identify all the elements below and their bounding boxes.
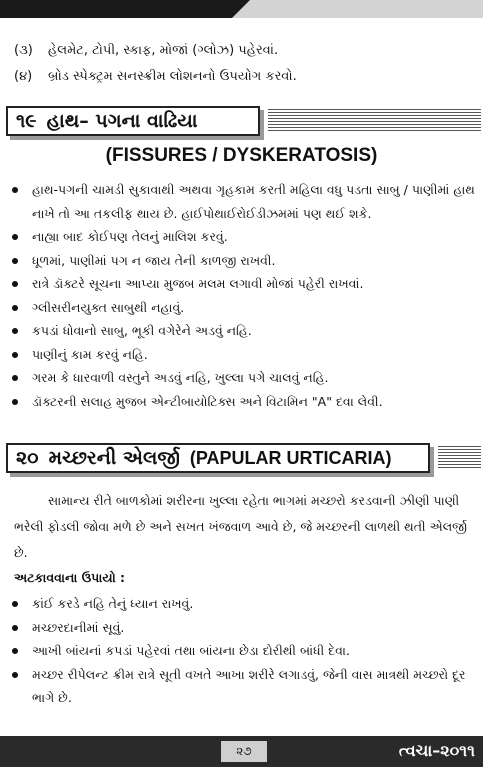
bullet-text: કપડાં ધોવાનો સાબુ, ભૂકી વગેરેને અડવું નહિ. [32,323,252,338]
bullet-text: હાથ-પગની ચામડી સુકાવાથી અથવા ગૃહકામ કરતી મહિલા વધુ પડતા સાબુ / પાણીમાં હાથ નાખે તો આ તકલીફ થાય છે. હાઈપોથાઈરોઈડીઝમમાં પણ થઈ શકે. [32,182,475,221]
list-item [10,319,480,343]
bullet-text: રાત્રે ડૉક્ટરે સૂચના આપ્યા મુજબ મલમ લગાવી મોજાં પહેરી રાખવાં. [32,276,364,291]
bullet-text: નાહ્યા બાદ કોઈપણ તેલનું માલિશ કરવું. [32,229,228,244]
bullet-text: ગ્લીસરીનયુક્ત સાબુથી નહાવું. [32,299,185,315]
list-item [14,41,278,61]
bullet-dot [12,187,18,193]
item-number: (૩) [14,43,33,58]
list-item [10,663,480,710]
section-20-label-box [6,443,430,473]
bullet-text: કાંઈ કરડે નહિ તેનું ધ્યાન રાખવું. [32,596,194,611]
header-strip-light [232,0,483,18]
bullet-text: ડૉક્ટરની સલાહ મુજબ એન્ટીબાયોટિક્સ અને વિટામિન "A" દવા લેવી. [32,393,383,409]
bullet-dot [12,625,18,631]
list-item [10,366,480,390]
bullet-text: ગરમ કે ધારવાળી વસ્તુને અડવું નહિ, ખુલ્લા પગે ચાલવું નહિ. [32,370,329,385]
bullet-dot [12,305,18,311]
bullet-dot [12,648,18,654]
list-item [10,296,480,320]
bullet-dot [12,399,18,405]
item-number: (૪) [14,69,33,84]
bullet-dot [12,234,18,240]
section-title: મચ્છરની એલર્જી [48,447,180,469]
item-text: બ્રોડ સ્પેક્ટ્રમ સનસ્ક્રીમ લોશનનો ઉપયોગ કરવો. [48,69,297,84]
section-19-subtitle: (FISSURES / DYSKERATOSIS) [105,145,378,166]
list-item [14,67,297,87]
list-item [10,343,480,367]
bullet-dot [12,352,18,358]
page-number: ૨૭ [221,741,267,762]
list-item [10,639,480,663]
section-20-list [10,592,480,710]
bullet-text: મચ્છરદાનીમાં સૂવું. [32,619,125,635]
list-item [10,178,480,225]
bullet-dot [12,672,18,678]
section-19-list [10,178,480,413]
list-item [10,390,480,414]
section-title-english: (PAPULAR URTICARIA) [189,447,392,468]
top-header-strip [0,0,483,18]
prevention-heading: અટકાવવાના ઉપાયો : [14,570,126,585]
section-19-heading [6,106,481,136]
list-item [10,249,480,273]
bullet-text: ધૂળમાં, પાણીમાં પગ ન જાય તેની કાળજી રાખવી. [32,252,276,268]
section-20-paragraph: સામાન્ય રીતે બાળકોમાં શરીરના ખુલ્લા રહેતા ભાગમાં મચ્છરો કરડવાની ઝીણી પાણી ભરેલી ફોડલી જોવા મળે છે અને સખત ખંજવાળ આવે છે, જે મચ્છરની લાળથી થતી એલર્જી છે. [14,493,468,560]
bullet-dot [12,281,18,287]
list-item [10,225,480,249]
bullet-dot [12,601,18,607]
page-footer [0,736,483,767]
bullet-text: મચ્છર રીપેલન્ટ ક્રીમ રાત્રે સૂતી વખતે આખા શરીરે લગાડવું, જેની વાસ માત્રથી મચ્છરો દૂર ભાગે છે. [32,666,466,705]
heading-rule-lines [268,109,481,133]
bullet-dot [12,258,18,264]
bullet-text: આખી બાંયનાં કપડાં પહેરવાં તથા બાંયના છેડા દોરીથી બાંધી દેવા. [32,643,350,658]
book-title: ત્વચા–૨૦૧૧ [398,741,475,760]
item-text: હેલમેટ, ટોપી, સ્કાફ, મોજાં (ગ્લોઝ) પહેરવાં. [48,43,279,58]
bullet-dot [12,328,18,334]
bullet-dot [12,375,18,381]
section-number: ૨૦ [16,447,39,469]
section-20-heading [6,443,481,473]
section-number: ૧૯ [16,110,37,132]
list-item [10,616,480,640]
section-title: હાથ– પગના વાઢિયા [46,110,198,132]
section-19-label-box [6,106,260,136]
list-item [10,592,480,616]
heading-rule-lines [438,446,481,470]
list-item [10,272,480,296]
header-strip-dark [0,0,250,18]
bullet-text: પાણીનું કામ કરવું નહિ. [32,346,148,362]
